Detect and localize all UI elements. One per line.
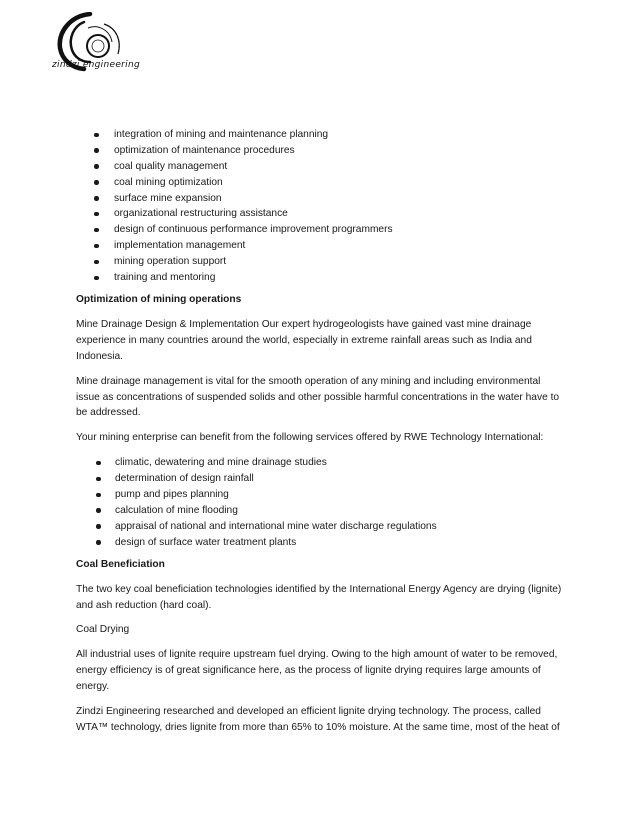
list-item: mining operation support xyxy=(76,254,566,270)
list-item: design of surface water treatment plants xyxy=(76,535,566,551)
drainage-services-list xyxy=(76,455,566,550)
paragraph: Your mining enterprise can benefit from the following services offered by RWE Technology International: xyxy=(76,432,544,444)
list-item: optimization of maintenance procedures xyxy=(76,143,566,159)
list-item: coal mining optimization xyxy=(76,175,566,191)
list-item: climatic, dewatering and mine drainage studies xyxy=(76,455,566,471)
list-item: integration of mining and maintenance planning xyxy=(76,127,566,143)
paragraph: The two key coal beneficiation technologies identified by the International Energy Agency are drying (lignite) and ash reduction (hard coal). xyxy=(76,583,562,611)
list-item: calculation of mine flooding xyxy=(76,503,566,519)
list-item: appraisal of national and international mine water discharge regulations xyxy=(76,519,566,535)
paragraph: Mine drainage management is vital for the smooth operation of any mining and including environmental issue as concentrations of suspended solids and other possible harmful concentrations in the water have to be addressed. xyxy=(76,375,560,419)
company-logo xyxy=(52,12,147,82)
list-item: training and mentoring xyxy=(76,270,566,286)
logo-wordmark: zindzi engineering xyxy=(52,60,140,70)
paragraph: Zindzi Engineering researched and developed an efficient lignite drying technology. The process, called WTA™ technology, dries lignite from more than 65% to 10% moisture. At the same time, most of the heat of xyxy=(76,706,560,733)
list-item: pump and pipes planning xyxy=(76,487,566,503)
subheading: Coal Drying xyxy=(76,624,130,636)
list-item: organizational restructuring assistance xyxy=(76,206,566,222)
list-item: implementation management xyxy=(76,238,566,254)
logo-swirl-icon xyxy=(52,12,147,82)
list-item: surface mine expansion xyxy=(76,191,566,207)
list-item: design of continuous performance improvement programmers xyxy=(76,222,566,238)
section-heading: Coal Beneficiation xyxy=(76,558,165,570)
document-body xyxy=(76,127,566,745)
paragraph: Mine Drainage Design & Implementation Our expert hydrogeologists have gained vast mine drainage experience in many countries around the world, especially in extreme rainfall areas such as India and Indonesia. xyxy=(76,318,532,362)
services-list xyxy=(76,127,566,286)
section-heading: Optimization of mining operations xyxy=(76,293,242,305)
list-item: determination of design rainfall xyxy=(76,471,566,487)
list-item: coal quality management xyxy=(76,159,566,175)
paragraph: All industrial uses of lignite require upstream fuel drying. Owing to the high amount of water to be removed, energy efficiency is of great significance here, as the process of lignite drying requires large amounts of energy. xyxy=(76,649,558,693)
